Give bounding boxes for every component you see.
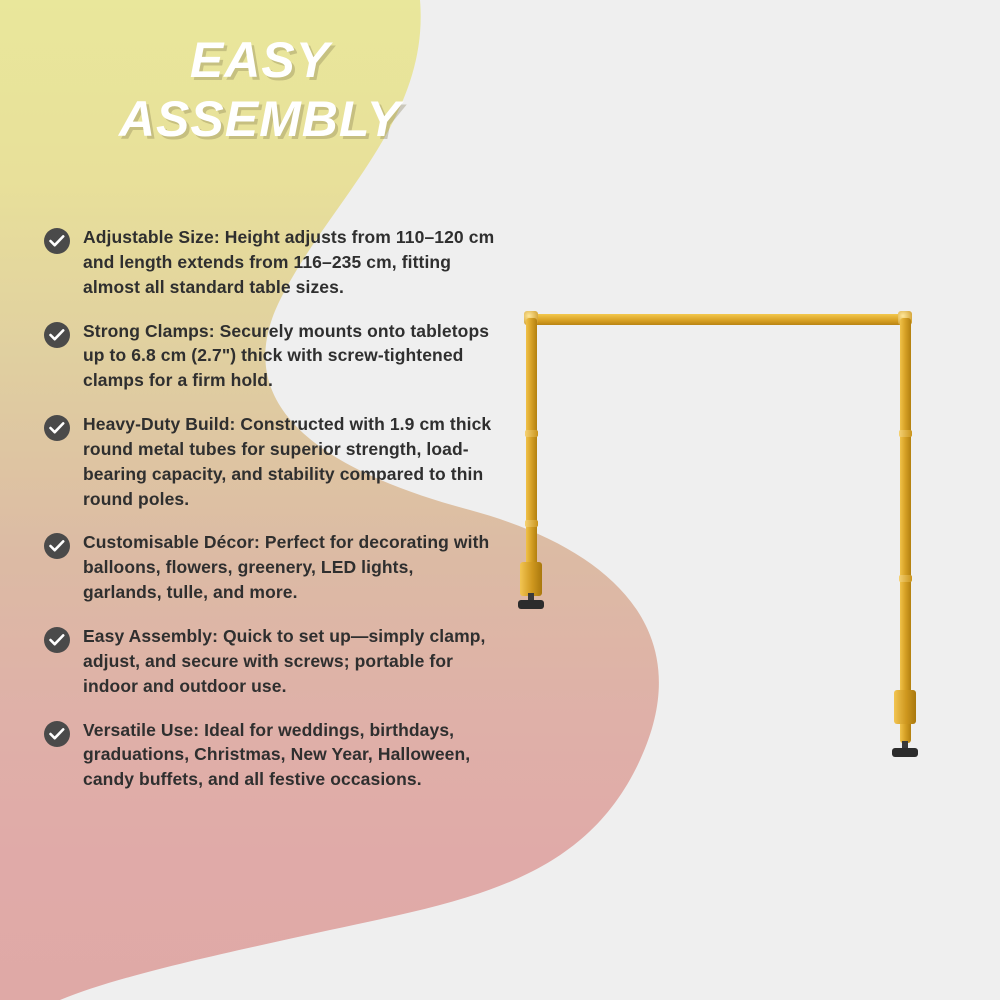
check-icon: [44, 627, 70, 653]
feature-text: Heavy-Duty Build: Constructed with 1.9 cm thick round metal tubes for superior strength, load-bearing capacity, and stability compared to thin round poles.: [83, 414, 492, 509]
product-left-clamp: [520, 562, 542, 596]
feature-text: Strong Clamps: Securely mounts onto tabletops up to 6.8 cm (2.7") thick with screw-tightened clamps for a firm hold.: [83, 320, 490, 391]
product-left-foot: [518, 600, 544, 609]
product-right-joint: [899, 430, 912, 437]
list-item: [44, 624, 496, 699]
product-right-post: [900, 318, 911, 743]
feature-text: Easy Assembly: Quick to set up—simply clamp, adjust, and secure with screws; portable for indoor and outdoor use.: [83, 625, 486, 696]
list-item: [44, 319, 496, 394]
list-item: [44, 412, 496, 511]
product-right-joint: [899, 575, 912, 582]
product-right-clamp: [894, 690, 916, 724]
list-item: [44, 530, 496, 605]
feature-text: Versatile Use: Ideal for weddings, birthdays, graduations, Christmas, New Year, Halloween, candy buffets, and all festive occasions.: [83, 719, 471, 790]
headline-line-1: EASY: [189, 32, 331, 88]
check-icon: [44, 721, 70, 747]
feature-text: Customisable Décor: Perfect for decorating with balloons, flowers, greenery, LED lights, garlands, tulle, and more.: [83, 532, 490, 603]
check-icon: [44, 228, 70, 254]
headline-line-2: ASSEMBLY: [118, 91, 402, 147]
list-item: [44, 718, 496, 793]
product-photo: [480, 0, 1000, 1000]
list-item: [44, 225, 496, 300]
feature-list: [44, 225, 496, 811]
product-right-foot: [892, 748, 918, 757]
feature-text: Adjustable Size: Height adjusts from 110–120 cm and length extends from 116–235 cm, fitting almost all standard table sizes.: [83, 227, 495, 297]
product-left-joint: [525, 430, 538, 437]
product-top-bar: [525, 314, 911, 325]
product-left-joint: [525, 520, 538, 527]
product-left-post: [526, 318, 537, 593]
check-icon: [44, 322, 70, 348]
check-icon: [44, 533, 70, 559]
check-icon: [44, 415, 70, 441]
